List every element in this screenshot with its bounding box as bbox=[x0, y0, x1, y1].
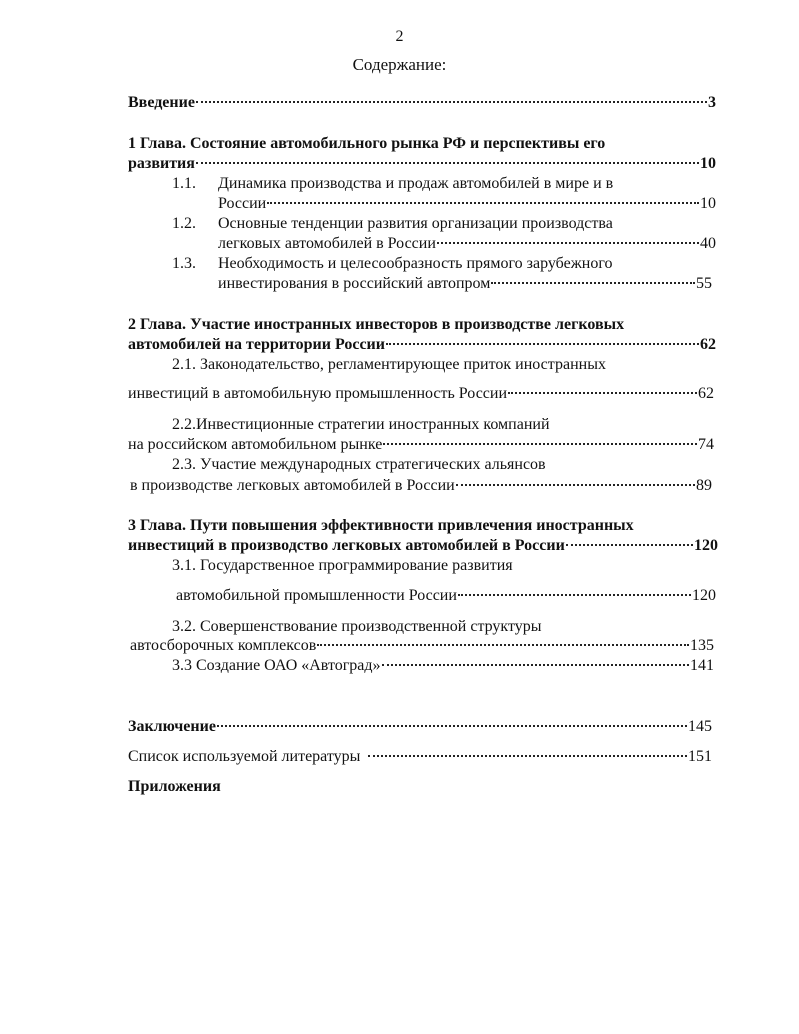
chapter1-title: 1 Глава. Состояние автомобильного рынка РФ и перспективы его bbox=[128, 135, 606, 152]
toc-entry-1-3[interactable] bbox=[218, 275, 712, 293]
toc-label: автомобильной промышленности России bbox=[176, 587, 457, 604]
toc-entry-3-1[interactable] bbox=[176, 587, 716, 605]
toc-entry-appendix[interactable]: Приложения bbox=[128, 778, 221, 795]
toc-entry-intro[interactable] bbox=[128, 94, 716, 112]
dot-leader bbox=[368, 753, 687, 757]
section-title: Необходимость и целесообразность прямого зарубежного bbox=[218, 255, 613, 272]
chapter3-title: 3 Глава. Пути повышения эффективности привлечения иностранных bbox=[128, 517, 634, 534]
toc-label: в производстве легковых автомобилей в России bbox=[130, 477, 455, 494]
toc-label: инвестирования в российский автопром bbox=[218, 275, 491, 292]
toc-entry-conclusion[interactable] bbox=[128, 718, 712, 736]
section-number: 1.3. bbox=[172, 255, 196, 272]
dot-leader bbox=[196, 99, 707, 103]
toc-page: 62 bbox=[698, 385, 714, 402]
dot-leader bbox=[382, 662, 689, 666]
toc-label: инвестиций в автомобильную промышленность России bbox=[128, 385, 508, 402]
toc-label: легковых автомобилей в России bbox=[218, 235, 436, 252]
dot-leader bbox=[508, 390, 697, 394]
toc-label: автомобилей на территории России bbox=[128, 336, 385, 353]
toc-page: 10 bbox=[700, 155, 716, 172]
toc-page: 3 bbox=[708, 94, 716, 111]
toc-label: автосборочных комплексов bbox=[130, 637, 317, 654]
toc-page: 10 bbox=[700, 195, 716, 212]
dot-leader bbox=[196, 160, 699, 164]
toc-entry-3-3[interactable] bbox=[172, 657, 714, 675]
section-number: 1.2. bbox=[172, 215, 196, 232]
toc-label: на российском автомобильном рынке bbox=[128, 436, 383, 453]
toc-page: 74 bbox=[698, 436, 714, 453]
toc-page: 145 bbox=[688, 718, 712, 735]
dot-leader bbox=[491, 280, 695, 284]
dot-leader bbox=[317, 642, 689, 646]
dot-leader bbox=[566, 542, 693, 546]
toc-entry-literature[interactable] bbox=[128, 748, 712, 766]
toc-entry-3-2[interactable] bbox=[130, 637, 714, 655]
toc-label: развития bbox=[128, 155, 195, 172]
dot-leader bbox=[386, 341, 699, 345]
dot-leader bbox=[267, 200, 699, 204]
dot-leader bbox=[456, 482, 695, 486]
toc-label: России bbox=[218, 195, 267, 212]
page-number: 2 bbox=[395, 28, 404, 45]
toc-entry-1-2[interactable] bbox=[218, 235, 716, 253]
toc-entry-1-1[interactable] bbox=[218, 195, 716, 213]
toc-page: 120 bbox=[692, 587, 716, 604]
toc-entry-2-2[interactable] bbox=[128, 436, 714, 454]
section-title: 2.2.Инвестиционные стратегии иностранных компаний bbox=[172, 416, 550, 433]
dot-leader bbox=[383, 441, 697, 445]
toc-page: 135 bbox=[690, 637, 714, 654]
dot-leader bbox=[437, 240, 699, 244]
toc-page: 89 bbox=[696, 477, 712, 494]
section-number: 1.1. bbox=[172, 175, 196, 192]
toc-label: Список используемой литературы bbox=[128, 748, 361, 765]
toc-page: 151 bbox=[688, 748, 712, 765]
chapter2-title: 2 Глава. Участие иностранных инвесторов в производстве легковых bbox=[128, 316, 625, 333]
toc-label: 3.3 Создание ОАО «Автоград» bbox=[172, 657, 381, 674]
section-title: Основные тенденции развития организации производства bbox=[218, 215, 613, 232]
dot-leader bbox=[458, 592, 691, 596]
toc-label: Заключение bbox=[128, 718, 216, 735]
section-title: 2.1. Законодательство, регламентирующее приток иностранных bbox=[172, 356, 606, 373]
dot-leader bbox=[217, 723, 687, 727]
section-title: 3.2. Совершенствование производственной структуры bbox=[172, 618, 542, 635]
toc-page: 40 bbox=[700, 235, 716, 252]
toc-entry-2-1[interactable] bbox=[128, 385, 714, 403]
toc-label: инвестиций в производство легковых автомобилей в России bbox=[128, 537, 565, 554]
page-title: Содержание: bbox=[352, 55, 447, 74]
section-title: Динамика производства и продаж автомобилей в мире и в bbox=[218, 175, 614, 192]
toc-page: 141 bbox=[690, 657, 714, 674]
toc-entry-chapter1[interactable] bbox=[128, 155, 716, 173]
section-title: 3.1. Государственное программирование развития bbox=[172, 557, 513, 574]
toc-page: 62 bbox=[700, 336, 716, 353]
toc-label: Введение bbox=[128, 94, 195, 111]
toc-entry-chapter2[interactable] bbox=[128, 336, 716, 354]
section-title: 2.3. Участие международных стратегических альянсов bbox=[172, 456, 546, 473]
toc-page: 55 bbox=[696, 275, 712, 292]
toc-entry-chapter3[interactable] bbox=[128, 537, 718, 555]
toc-page: 120 bbox=[694, 537, 718, 554]
toc-entry-2-3[interactable] bbox=[130, 477, 712, 495]
